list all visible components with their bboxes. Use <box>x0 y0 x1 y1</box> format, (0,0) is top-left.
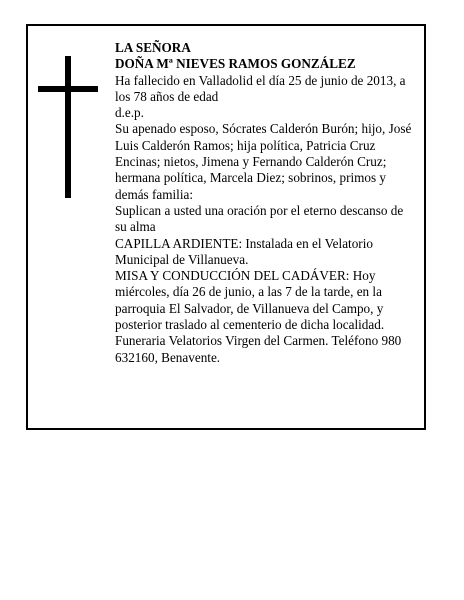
mass-line: parroquia El Salvador, de Villanueva del Campo, y <box>115 300 384 316</box>
family-line: Su apenado esposo, Sócrates Calderón Burón; hijo, José <box>115 121 412 137</box>
title-line: LA SEÑORA <box>115 40 191 55</box>
chapel-line: Municipal de Villanueva. <box>115 251 249 267</box>
cross-vertical-bar <box>65 56 71 198</box>
chapel-line: CAPILLA ARDIENTE: Instalada en el Velatorio <box>115 235 373 251</box>
rip-line: d.e.p. <box>115 105 144 121</box>
death-announcement-line: Ha fallecido en Valladolid el día 25 de junio de 2013, a <box>115 72 406 88</box>
cross-horizontal-bar <box>38 86 98 92</box>
prayer-request-line: su alma <box>115 219 156 235</box>
mass-line: posterior traslado al cementerio de dicha localidad. <box>115 317 385 333</box>
deceased-name: DOÑA Mª NIEVES RAMOS GONZÁLEZ <box>115 56 356 72</box>
mass-line: miércoles, día 26 de junio, a las 7 de la tarde, en la <box>115 284 382 300</box>
funeral-home-line: Funeraria Velatorios Virgen del Carmen. Teléfono 980 <box>115 333 402 349</box>
family-line: hermana política, Marcela Diez; sobrinos, primos y <box>115 170 386 186</box>
mass-line: MISA Y CONDUCCIÓN DEL CADÁVER: Hoy <box>115 268 376 284</box>
prayer-request-line: Suplican a usted una oración por el eterno descanso de <box>115 202 404 218</box>
cross-icon <box>38 56 98 198</box>
family-line: Encinas; nietos, Jimena y Fernando Calderón Cruz; <box>115 154 387 170</box>
family-line: demás familia: <box>115 186 193 202</box>
obituary-text <box>115 40 421 366</box>
funeral-home-line: 632160, Benavente. <box>115 349 221 365</box>
obituary-notice <box>26 24 426 430</box>
family-line: Luis Calderón Ramos; hija política, Patricia Cruz <box>115 137 376 153</box>
death-announcement-line: los 78 años de edad <box>115 88 219 104</box>
